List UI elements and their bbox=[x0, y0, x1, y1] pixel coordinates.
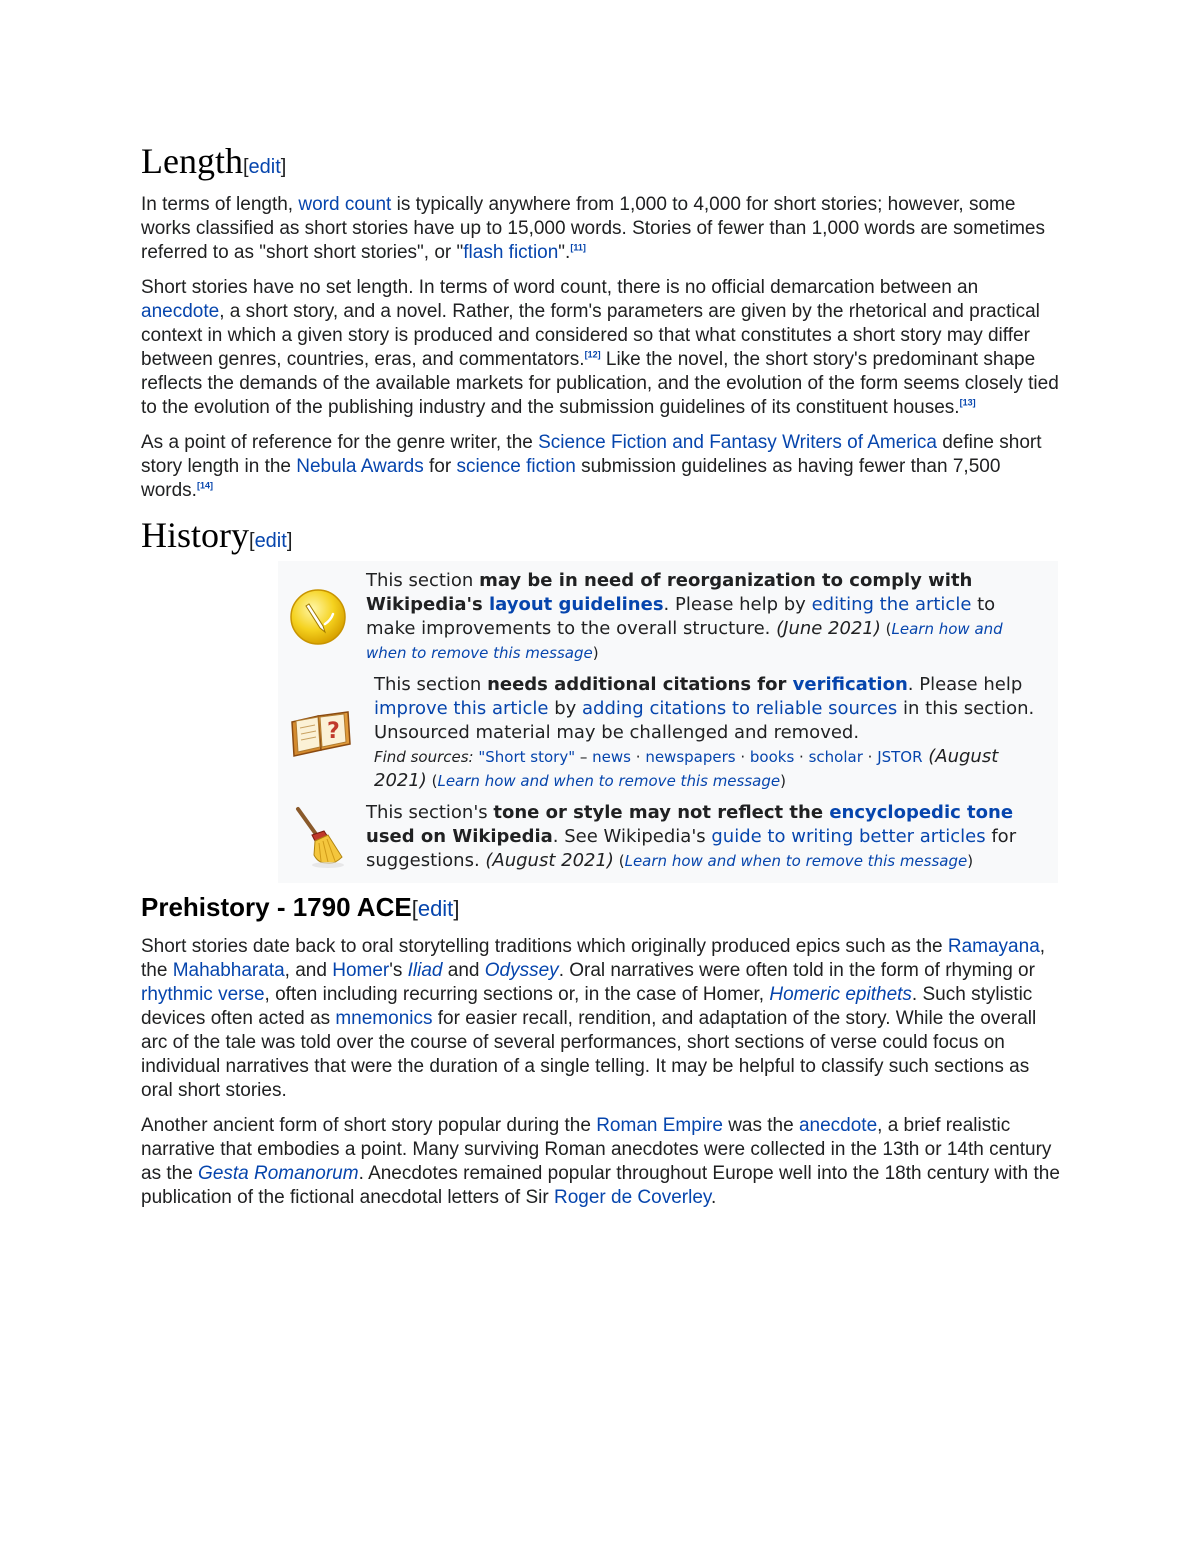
learn-more-link[interactable]: Learn how and when to remove this message bbox=[624, 852, 968, 871]
text-bold: tone or style may not reflect the bbox=[493, 802, 830, 824]
notice-date: (August 2021) bbox=[374, 746, 999, 792]
link-anecdote[interactable]: anecdote bbox=[798, 1115, 878, 1137]
link-word-count[interactable]: word count bbox=[298, 194, 392, 216]
text: to make improvements to the overall structure. bbox=[366, 594, 996, 640]
paragraph bbox=[141, 276, 1061, 420]
text: , and bbox=[284, 960, 333, 982]
learn-more-link[interactable]: Learn how and when to remove this message bbox=[366, 620, 1003, 663]
text: . Please help bbox=[907, 674, 1023, 696]
link-layout-guidelines[interactable]: layout guidelines bbox=[488, 594, 664, 616]
link-anecdote[interactable]: anecdote bbox=[141, 301, 220, 323]
citation-link[interactable]: [13] bbox=[959, 397, 976, 408]
link-flash-fiction[interactable]: flash fiction bbox=[463, 242, 559, 264]
text: ( bbox=[426, 772, 438, 791]
citation bbox=[570, 243, 586, 253]
text: , often including recurring sections or, in the case of Homer, bbox=[264, 984, 770, 1006]
text: As a point of reference for the genre writer, the bbox=[141, 432, 539, 454]
text: Short stories date back to oral storytelling traditions which originally produced epics such as the bbox=[141, 936, 948, 958]
edit-section-link-wrapper: [edit] bbox=[249, 530, 293, 553]
broom-icon bbox=[288, 805, 348, 869]
text: Short stories have no set length. In terms of word count, there is no official demarcation between an bbox=[141, 277, 979, 299]
notice-text bbox=[366, 569, 1028, 665]
text: ( bbox=[613, 852, 625, 871]
section-title: Length bbox=[141, 141, 243, 181]
text: This section bbox=[366, 570, 480, 592]
text: . bbox=[710, 1187, 717, 1209]
link-verification[interactable]: verification bbox=[792, 674, 908, 696]
find-source-newspapers[interactable]: newspapers bbox=[645, 748, 736, 767]
notice-reorganization bbox=[278, 565, 1058, 669]
text: Like the novel, the short story's predominant shape reflects the demands of the available markets for publication, and the evolution of the form seems closely tied to the evolution of the publishing industry and the submission guidelines of its constituent houses. bbox=[141, 349, 1059, 419]
text: . See Wikipedia's bbox=[552, 826, 712, 848]
text: by bbox=[548, 698, 582, 720]
text: ) bbox=[967, 852, 974, 871]
text: This section's bbox=[366, 802, 494, 824]
edit-section-link[interactable]: edit bbox=[254, 530, 287, 553]
link-homeric-epithets[interactable]: Homeric epithets bbox=[769, 984, 912, 1006]
paragraph bbox=[141, 1114, 1061, 1210]
text: This section bbox=[374, 674, 488, 696]
notice-text bbox=[366, 801, 1018, 873]
text: and bbox=[442, 960, 485, 982]
notice-citations bbox=[278, 669, 1058, 797]
text: . Oral narratives were often told in the form of rhyming or bbox=[558, 960, 1035, 982]
citation bbox=[960, 398, 976, 408]
citation-link[interactable]: [14] bbox=[196, 480, 213, 491]
text: . Please help by bbox=[663, 594, 812, 616]
edit-section-link-wrapper: [edit] bbox=[242, 156, 287, 178]
paragraph bbox=[141, 935, 1061, 1103]
notice-date: (June 2021) bbox=[776, 618, 881, 640]
section-heading-prehistory bbox=[141, 891, 1061, 925]
maintenance-notices bbox=[278, 561, 1058, 883]
text: is typically anywhere from 1,000 to 4,000 for short stories; however, some works classified as short stories have up to 15,000 words. Stories of fewer than 1,000 words are sometimes referred to as "short short stories", or " bbox=[141, 194, 1045, 264]
text: . Anecdotes remained popular throughout Europe well into the 18th century with the publication of the fictional anecdotal letters of Sir bbox=[141, 1163, 1060, 1209]
notice-tone bbox=[278, 797, 1058, 877]
text: , a short story, and a novel. Rather, the form's parameters are given by the rhetorical and practical context in which a given story is produced and considered so that what constitutes a short story may differ between genres, countries, eras, and commentators. bbox=[141, 301, 1040, 371]
link-mahabharata[interactable]: Mahabharata bbox=[172, 960, 285, 982]
link-adding-citations[interactable]: adding citations to reliable sources bbox=[582, 698, 898, 720]
link-guide-to-writing[interactable]: guide to writing better articles bbox=[711, 826, 986, 848]
text: ( bbox=[880, 620, 892, 639]
link-improve-this-article[interactable]: improve this article bbox=[374, 698, 549, 720]
text: Another ancient form of short story popular during the bbox=[141, 1115, 597, 1137]
citation bbox=[585, 350, 601, 360]
open-book-question-icon bbox=[288, 704, 354, 762]
text: , the bbox=[141, 936, 1046, 982]
paragraph bbox=[141, 193, 1061, 265]
section-heading-length bbox=[141, 140, 1061, 183]
section-heading-history bbox=[141, 514, 1061, 557]
find-source-scholar[interactable]: scholar bbox=[808, 748, 863, 767]
edit-section-link[interactable]: edit bbox=[417, 896, 454, 922]
link-odyssey[interactable]: Odyssey bbox=[484, 960, 559, 982]
link-nebula-awards[interactable]: Nebula Awards bbox=[296, 456, 424, 478]
link-sfwa[interactable]: Science Fiction and Fantasy Writers of America bbox=[538, 432, 937, 454]
edit-section-link-wrapper: [edit] bbox=[411, 896, 460, 922]
text: for bbox=[423, 456, 457, 478]
learn-more-link[interactable]: Learn how and when to remove this message bbox=[437, 772, 781, 791]
link-roger-de-coverley[interactable]: Roger de Coverley bbox=[553, 1187, 711, 1209]
text-bold: needs additional citations for bbox=[487, 674, 793, 696]
link-ramayana[interactable]: Ramayana bbox=[947, 936, 1040, 958]
link-rhythmic-verse[interactable]: rhythmic verse bbox=[141, 984, 265, 1006]
article-body bbox=[141, 140, 1061, 1221]
edit-section-link[interactable]: edit bbox=[248, 156, 281, 178]
link-editing-the-article[interactable]: editing the article bbox=[811, 594, 972, 616]
text: In terms of length, bbox=[141, 194, 299, 216]
citation-link[interactable]: [11] bbox=[570, 242, 586, 253]
section-title: History bbox=[141, 515, 249, 556]
link-homer[interactable]: Homer bbox=[332, 960, 390, 982]
notice-date: (August 2021) bbox=[485, 850, 614, 872]
link-gesta-romanorum[interactable]: Gesta Romanorum bbox=[198, 1163, 359, 1185]
text: in this section. Unsourced material may be challenged and removed. bbox=[374, 698, 1035, 744]
find-source-news[interactable]: news bbox=[592, 748, 631, 767]
find-source-books[interactable]: books bbox=[749, 748, 795, 767]
text: ) bbox=[780, 772, 786, 791]
find-sources-query[interactable]: "Short story" bbox=[478, 748, 576, 767]
svg-text:?: ? bbox=[327, 719, 340, 745]
text: ". bbox=[558, 242, 571, 264]
link-encyclopedic-tone[interactable]: encyclopedic tone bbox=[829, 802, 1014, 824]
link-mnemonics[interactable]: mnemonics bbox=[335, 1008, 433, 1030]
link-science-fiction[interactable]: science fiction bbox=[456, 456, 576, 478]
paragraph bbox=[141, 431, 1061, 503]
text: define short story length in the bbox=[141, 432, 1042, 478]
text: submission guidelines as having fewer than 7,500 words. bbox=[141, 456, 1001, 502]
text: for easier recall, rendition, and adaptation of the story. While the overall arc of the tale was told over the course of several performances, short sections of verse could focus on individual narratives that were the duration of a single telling. It may be helpful to classify such sections as oral short stories. bbox=[141, 1008, 1037, 1102]
text-bold: may be in need of reorganization to comply with Wikipedia's bbox=[366, 570, 973, 616]
pencil-circle-icon bbox=[288, 588, 348, 646]
text: – bbox=[575, 748, 593, 767]
text: ) bbox=[592, 644, 599, 663]
find-source-jstor[interactable]: JSTOR bbox=[877, 748, 923, 767]
link-iliad[interactable]: Iliad bbox=[407, 960, 443, 982]
section-title: Prehistory - 1790 ACE bbox=[141, 892, 412, 923]
notice-text: This section needs additional citations for verification. Please help improve this article by adding citations to reliable sources in this section. Unsourced material may be challenged and removed. Find sources: "Short story" – news · newspapers · books · scholar · JSTOR (August 2021) (Learn how and when to remove this message) bbox=[374, 674, 1035, 792]
text: . Such stylistic devices often acted as bbox=[141, 984, 1033, 1030]
text: 's bbox=[389, 960, 408, 982]
find-sources-label: Find sources: bbox=[374, 748, 479, 767]
text-bold: used on Wikipedia bbox=[366, 826, 553, 848]
citation-link[interactable]: [12] bbox=[584, 349, 601, 360]
text: was the bbox=[722, 1115, 799, 1137]
link-roman-empire[interactable]: Roman Empire bbox=[596, 1115, 723, 1137]
citation bbox=[197, 481, 213, 491]
text: for suggestions. bbox=[366, 826, 1017, 872]
text: , a brief realistic narrative that embodies a point. Many surviving Roman anecdotes were collected in the 13th or 14th century as the bbox=[141, 1115, 1052, 1185]
